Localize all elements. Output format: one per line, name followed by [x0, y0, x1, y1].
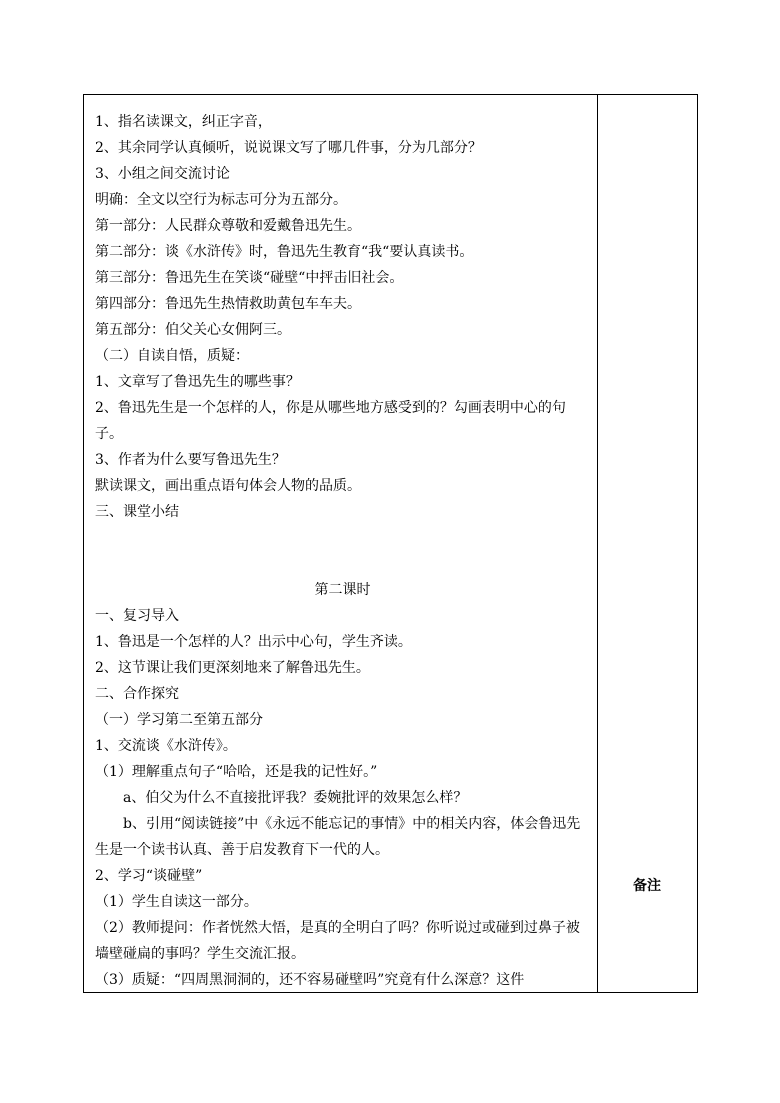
text-paragraph: 2、鲁迅先生是一个怎样的人，你是从哪些地方感受到的？勾画表明中心的句子。: [95, 400, 566, 442]
text-line: 第三部分：鲁迅先生在笑谈“碰壁“中抨击旧社会。: [95, 270, 404, 286]
text-line: （一）学习第二至第五部分: [95, 712, 263, 728]
lesson-content: [95, 109, 590, 993]
text-line: （1）学生自读这一部分。: [95, 894, 258, 910]
text-line: 一、复习导入: [95, 608, 179, 624]
text-line: （3）质疑：“四周黑洞洞的，还不容易碰壁吗”究竟有什么深意？这件: [95, 972, 525, 988]
remarks-label: 备注: [633, 878, 661, 894]
text-line: 第一部分：人民群众尊敬和爱戴鲁迅先生。: [95, 218, 361, 234]
lesson-table: [83, 94, 698, 993]
text-line: 1、鲁迅是一个怎样的人？出示中心句，学生齐读。: [95, 634, 412, 650]
section-title: 第二课时: [314, 582, 371, 598]
text-line: 2、其余同学认真倾听，说说课文写了哪几件事，分为几部分？: [95, 140, 482, 156]
text-line: 2、这节课让我们更深刻地来了解鲁迅先生。: [95, 660, 370, 676]
text-line: 1、文章写了鲁迅先生的哪些事？: [95, 374, 300, 390]
text-line: 明确：全文以空行为标志可分为五部分。: [95, 192, 347, 208]
text-line: 第四部分：鲁迅先生热情救助黄包车车夫。: [95, 296, 361, 312]
text-line: 第五部分：伯父关心女佣阿三。: [95, 322, 291, 338]
text-line: （1）理解重点句子“哈哈，还是我的记性好。”: [95, 764, 378, 780]
text-line: 1、交流谈《水浒传》。: [95, 738, 237, 754]
column-divider: [597, 95, 598, 992]
text-paragraph: （2）教师提问：作者恍然大悟，是真的全明白了吗？你听说过或碰到过鼻子被墙壁碰扁的事吗？学生交流汇报。: [95, 920, 580, 962]
text-line: 2、学习“谈碰壁”: [95, 868, 203, 884]
text-line: 3、小组之间交流讨论: [95, 166, 230, 182]
spacer: [95, 525, 590, 577]
text-line: 1、指名读课文，纠正字音，: [95, 114, 272, 130]
text-line: 二、合作探究: [95, 686, 179, 702]
text-line: 默读课文，画出重点语句体会人物的品质。: [95, 478, 361, 494]
text-line: 3、作者为什么要写鲁迅先生？: [95, 452, 286, 468]
text-line: （二）自读自悟，质疑：: [95, 348, 249, 364]
text-paragraph: b、引用“阅读链接”中《永远不能忘记的事情》中的相关内容，体会鲁迅先生是一个读书认真、善于启发教育下一代的人。: [95, 816, 581, 858]
text-line: 三、课堂小结: [95, 504, 179, 520]
text-line: 第二部分：谈《水浒传》时，鲁迅先生教育“我“要认真读书。: [95, 244, 474, 260]
text-line: a、伯父为什么不直接批评我？委婉批评的效果怎么样？: [123, 790, 468, 806]
